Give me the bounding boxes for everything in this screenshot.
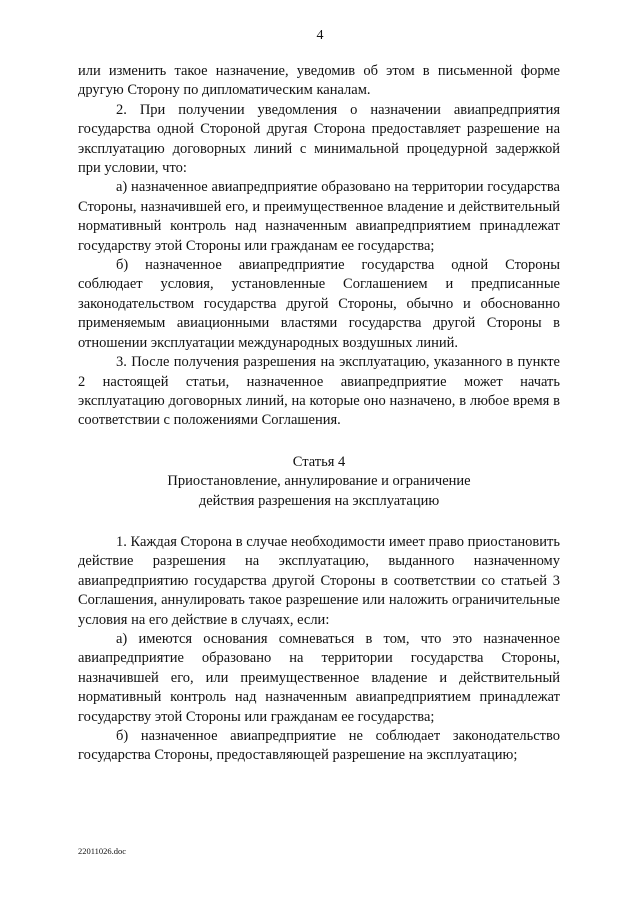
paragraph: а) имеются основания сомневаться в том, что это назначенное авиапредприятие образовано на территории государства Стороны, назначившей его, или преимущественное владение и действительный нормативный контроль над назначенным авиапредприятием принадлежат государству этой Стороны или гражданам ее государства; [78, 630, 560, 725]
paragraph: а) назначенное авиапредприятие образовано на территории государства Стороны, назначившей его, и преимущественное владение и действительный нормативный контроль над назначенным авиапредприятием принадлежат государству этой Стороны или гражданам ее государства; [78, 179, 560, 254]
file-name-footer: 22011026.doc [78, 846, 127, 856]
paragraph: б) назначенное авиапредприятие не соблюдает законодательство государства Стороны, предоставляющей разрешение на эксплуатацию; [78, 728, 560, 764]
paragraph: или изменить такое назначение, уведомив об этом в письменной форме другую Сторону по дипломатическим каналам. [78, 63, 560, 99]
document-body [78, 62, 560, 766]
article-heading [78, 453, 560, 511]
article-title-line-1: Приостановление, аннулирование и ограничение [167, 473, 471, 490]
article-number: Статья 4 [292, 453, 346, 470]
paragraphs-bottom [78, 533, 560, 766]
page-number: 4 [316, 28, 324, 43]
article-title-line-2: действия разрешения на эксплуатацию [198, 492, 440, 509]
paragraph: 2. При получении уведомления о назначении авиапредприятия государства одной Стороной другая Сторона предоставляет разрешение на эксплуатацию договорных линий с минимальной процедурной задержкой при условии, что: [78, 101, 560, 177]
paragraph: б) назначенное авиапредприятие государства одной Стороны соблюдает условия, установленные Соглашением и предписанные законодательством государства другой Стороны, обычно и обоснованно применяемым авиационными властями государства другой Стороны в отношении эксплуатации международных воздушных линий. [78, 257, 560, 351]
paragraph: 1. Каждая Сторона в случае необходимости имеет право приостановить действие разрешения на эксплуатацию, выданного назначенному авиапредприятию государства другой Стороны в соответствии со статьей 3 Соглашения, аннулировать такое разрешение или наложить ограничительные условия на его действие в случаях, если: [78, 533, 560, 628]
paragraphs-top [78, 62, 560, 431]
paragraph: 3. После получения разрешения на эксплуатацию, указанного в пункте 2 настоящей статьи, назначенное авиапредприятие может начать эксплуатацию договорных линий, на которые оно назначено, в любое время в соответствии с положениями Соглашения. [78, 354, 560, 429]
